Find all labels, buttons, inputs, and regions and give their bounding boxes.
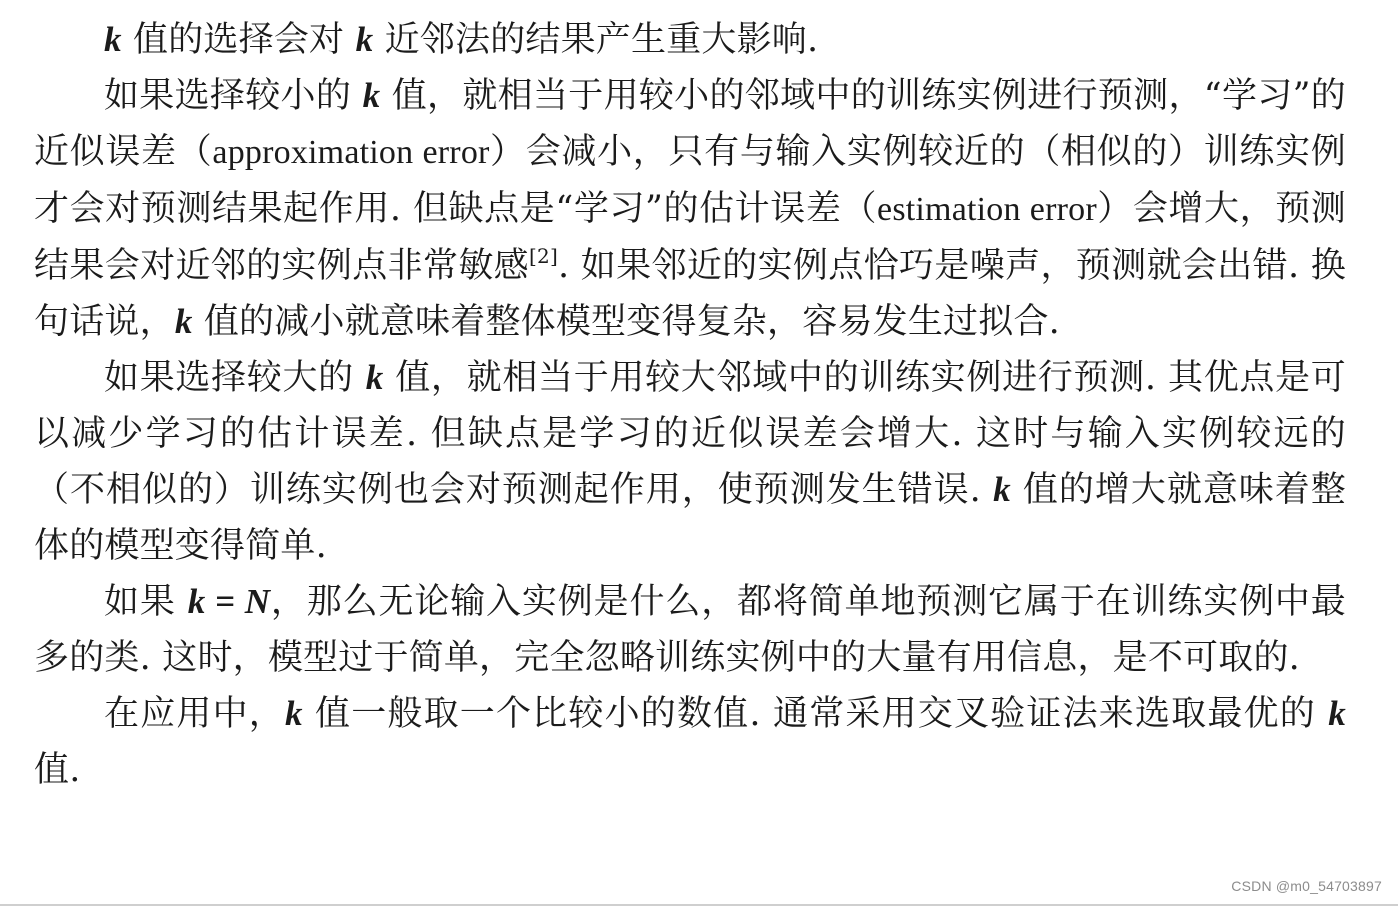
paragraph-2-segment-11: 值的减小就意味着整体模型变得复杂，容易发生过拟合. [192,302,1060,342]
paragraph-2-segment-5: ）会减小，只有与输入实例较近的（相似的）训练实例才会对预测结果起作用. 但缺点是“学习”的估计误差（ [34,132,1346,229]
paragraph-2-segment-3: 值，就相当于用较小的邻域中的训练实例进行预测，“学习”的近似误差（ [34,76,1347,172]
paragraph-3-segment-3: 值，就相当于用较大邻域中的训练实例进行预测. 其优点是可以减少学习的估计误差. 但缺点是学习的近似误差会增大. 这时与输入实例较远的（不相似的）训练实例也会对预测起作用，使预测发生错误. [34,358,1346,510]
csdn-watermark: CSDN @m0_54703897 [1231,878,1382,894]
paragraph-4-segment-2: k = N [187,582,271,621]
paragraph-5-segment-2: k [284,694,303,733]
paragraph-4-segment-1: 如果 [104,582,188,622]
paragraph-2-segment-4: approximation error [212,134,490,171]
paragraph-application [34,686,1346,798]
paragraph-1-segment-2: 值的选择会对 [121,20,356,60]
paragraph-1-segment-1: k [104,20,122,59]
paragraph-2-segment-6: estimation error [877,191,1097,228]
paragraph-2-segment-7: ）会增大，预测结果会对近邻的实例点非常敏感 [34,189,1346,286]
paragraph-4-segment-3: ，那么无论输入实例是什么，都将简单地预测它属于在训练实例中最多的类. 这时，模型过于简单，完全忽略训练实例中的大量有用信息，是不可取的. [34,582,1346,678]
paragraph-1-segment-4: 近邻法的结果产生重大影响. [373,20,819,60]
paragraph-large-k [34,350,1346,574]
paragraph-5-segment-1: 在应用中， [104,694,285,734]
paragraph-k-equals-n [34,574,1346,686]
paragraph-3-segment-5: 值的增大就意味着整体的模型变得简单. [34,470,1346,566]
paragraph-2-segment-1: 如果选择较小的 [104,76,363,116]
paragraph-1-segment-3: k [355,20,374,59]
paragraph-2-segment-2: k [362,76,381,115]
paragraph-2-segment-9: . 如果邻近的实例点恰巧是噪声，预测就会出错. 换句话说， [34,246,1346,342]
paragraph-5-segment-3: 值一般取一个比较小的数值. 通常采用交叉验证法来选取最优的 [302,694,1329,734]
paragraph-5-segment-5: 值. [34,750,81,790]
paragraph-5-segment-4: k [1328,694,1346,733]
paragraph-k-value-impact [34,12,1346,68]
paragraph-2-segment-10: k [174,302,193,341]
paragraph-2-segment-8: [2] [529,244,558,268]
paragraph-3-segment-4: k [993,470,1011,509]
paragraph-3-segment-2: k [365,358,384,397]
paragraph-3-segment-1: 如果选择较大的 [104,358,366,398]
paragraph-small-k [34,68,1346,350]
